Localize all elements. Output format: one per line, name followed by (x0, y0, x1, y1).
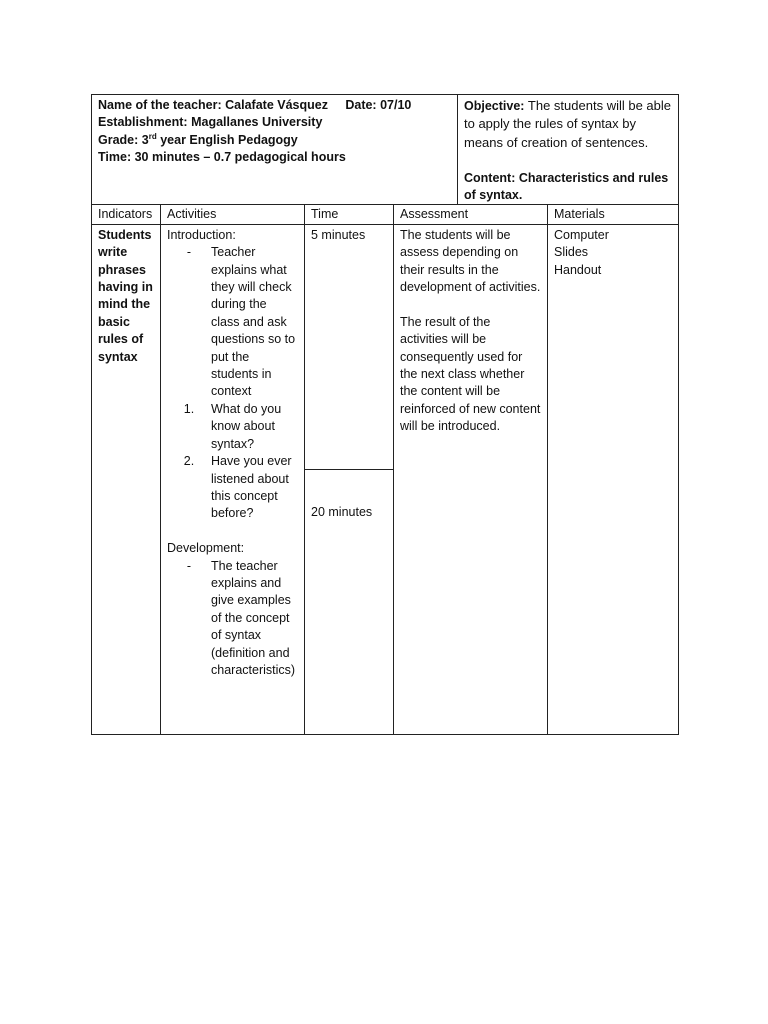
objective-block (464, 97, 672, 152)
col-header-materials: Materials (548, 205, 679, 224)
grade-line (98, 132, 451, 149)
grade-suffix: rd (148, 131, 157, 141)
date-label: Date: (345, 98, 377, 112)
indicator-line: having in (98, 280, 153, 295)
objective-label: Objective: (464, 99, 525, 113)
col-header-indicators: Indicators (92, 205, 161, 224)
content-text: Characteristics and rules of syntax. (464, 170, 669, 203)
question-1-text: What do you know about syntax? (211, 401, 282, 451)
header-info-cell (92, 95, 458, 205)
time-line (98, 149, 451, 166)
intro-list-item (167, 244, 298, 401)
number-marker: 1. (183, 401, 195, 416)
material-item: Handout (554, 262, 602, 277)
indicator-line: mind the (98, 297, 151, 312)
dev-list-item (167, 558, 298, 680)
grade-value: year English Pedagogy (160, 132, 298, 147)
col-header-assessment: Assessment (394, 205, 548, 224)
development-heading: Development: (167, 541, 245, 556)
time-label: Time: (98, 150, 132, 165)
material-item: Computer (554, 227, 609, 242)
content-block (464, 170, 672, 205)
indicators-cell (92, 224, 161, 734)
dash-marker: - (186, 245, 192, 260)
body-row (92, 224, 679, 734)
header-row (92, 95, 679, 205)
number-marker: 2. (183, 454, 195, 469)
assessment-cell (394, 224, 548, 734)
time-second: 20 minutes (311, 504, 373, 519)
time-cell (305, 224, 394, 734)
time-value: 30 minutes – 0.7 pedagogical hours (134, 150, 346, 165)
teacher-label: Name of the teacher: (98, 98, 222, 112)
column-header-row (92, 205, 679, 224)
establishment-label: Establishment: (98, 115, 188, 130)
objective-text: The students will be able to apply the rules of syntax by means of creation of sentences. (464, 98, 672, 150)
indicator-line: basic (98, 314, 130, 329)
establishment-value: Magallanes University (191, 115, 323, 130)
teacher-line (98, 97, 451, 114)
objective-cell (458, 95, 679, 205)
question-2-text: Have you ever listened about this concept before? (211, 454, 292, 521)
time-first: 5 minutes (305, 225, 393, 470)
assessment-paragraph-1: The students will be assess depending on their results in the development of activities. (400, 227, 541, 295)
question-2-item (167, 453, 298, 523)
establishment-line (98, 114, 451, 131)
col-header-activities: Activities (161, 205, 305, 224)
intro-item-text: Teacher explains what they will check during the class and ask questions so to put the students in context (211, 245, 296, 399)
activities-cell (161, 224, 305, 734)
indicator-line: write (98, 245, 128, 260)
grade-number: 3 (141, 132, 149, 147)
col-header-time: Time (305, 205, 394, 224)
question-1-item (167, 401, 298, 453)
indicator-line: phrases (98, 262, 146, 277)
dev-item-text: The teacher explains and give examples of the concept of syntax (definition and characteristics) (211, 558, 296, 677)
assessment-paragraph-2: The result of the activities will be consequently used for the next class whether the content will be reinforced of new content will be introduced. (400, 314, 541, 434)
indicator-line: syntax (98, 349, 138, 364)
date-value: 07/10 (380, 98, 412, 112)
teacher-name: Calafate Vásquez (225, 98, 328, 112)
materials-cell (548, 224, 679, 734)
content-label: Content: (464, 170, 516, 185)
grade-label: Grade: (98, 132, 139, 147)
lesson-plan-table (91, 94, 679, 735)
indicator-line: Students (98, 227, 152, 242)
dash-marker: - (186, 558, 192, 573)
material-item: Slides (554, 245, 589, 260)
indicator-line: rules of (98, 332, 144, 347)
introduction-heading: Introduction: (167, 227, 236, 242)
